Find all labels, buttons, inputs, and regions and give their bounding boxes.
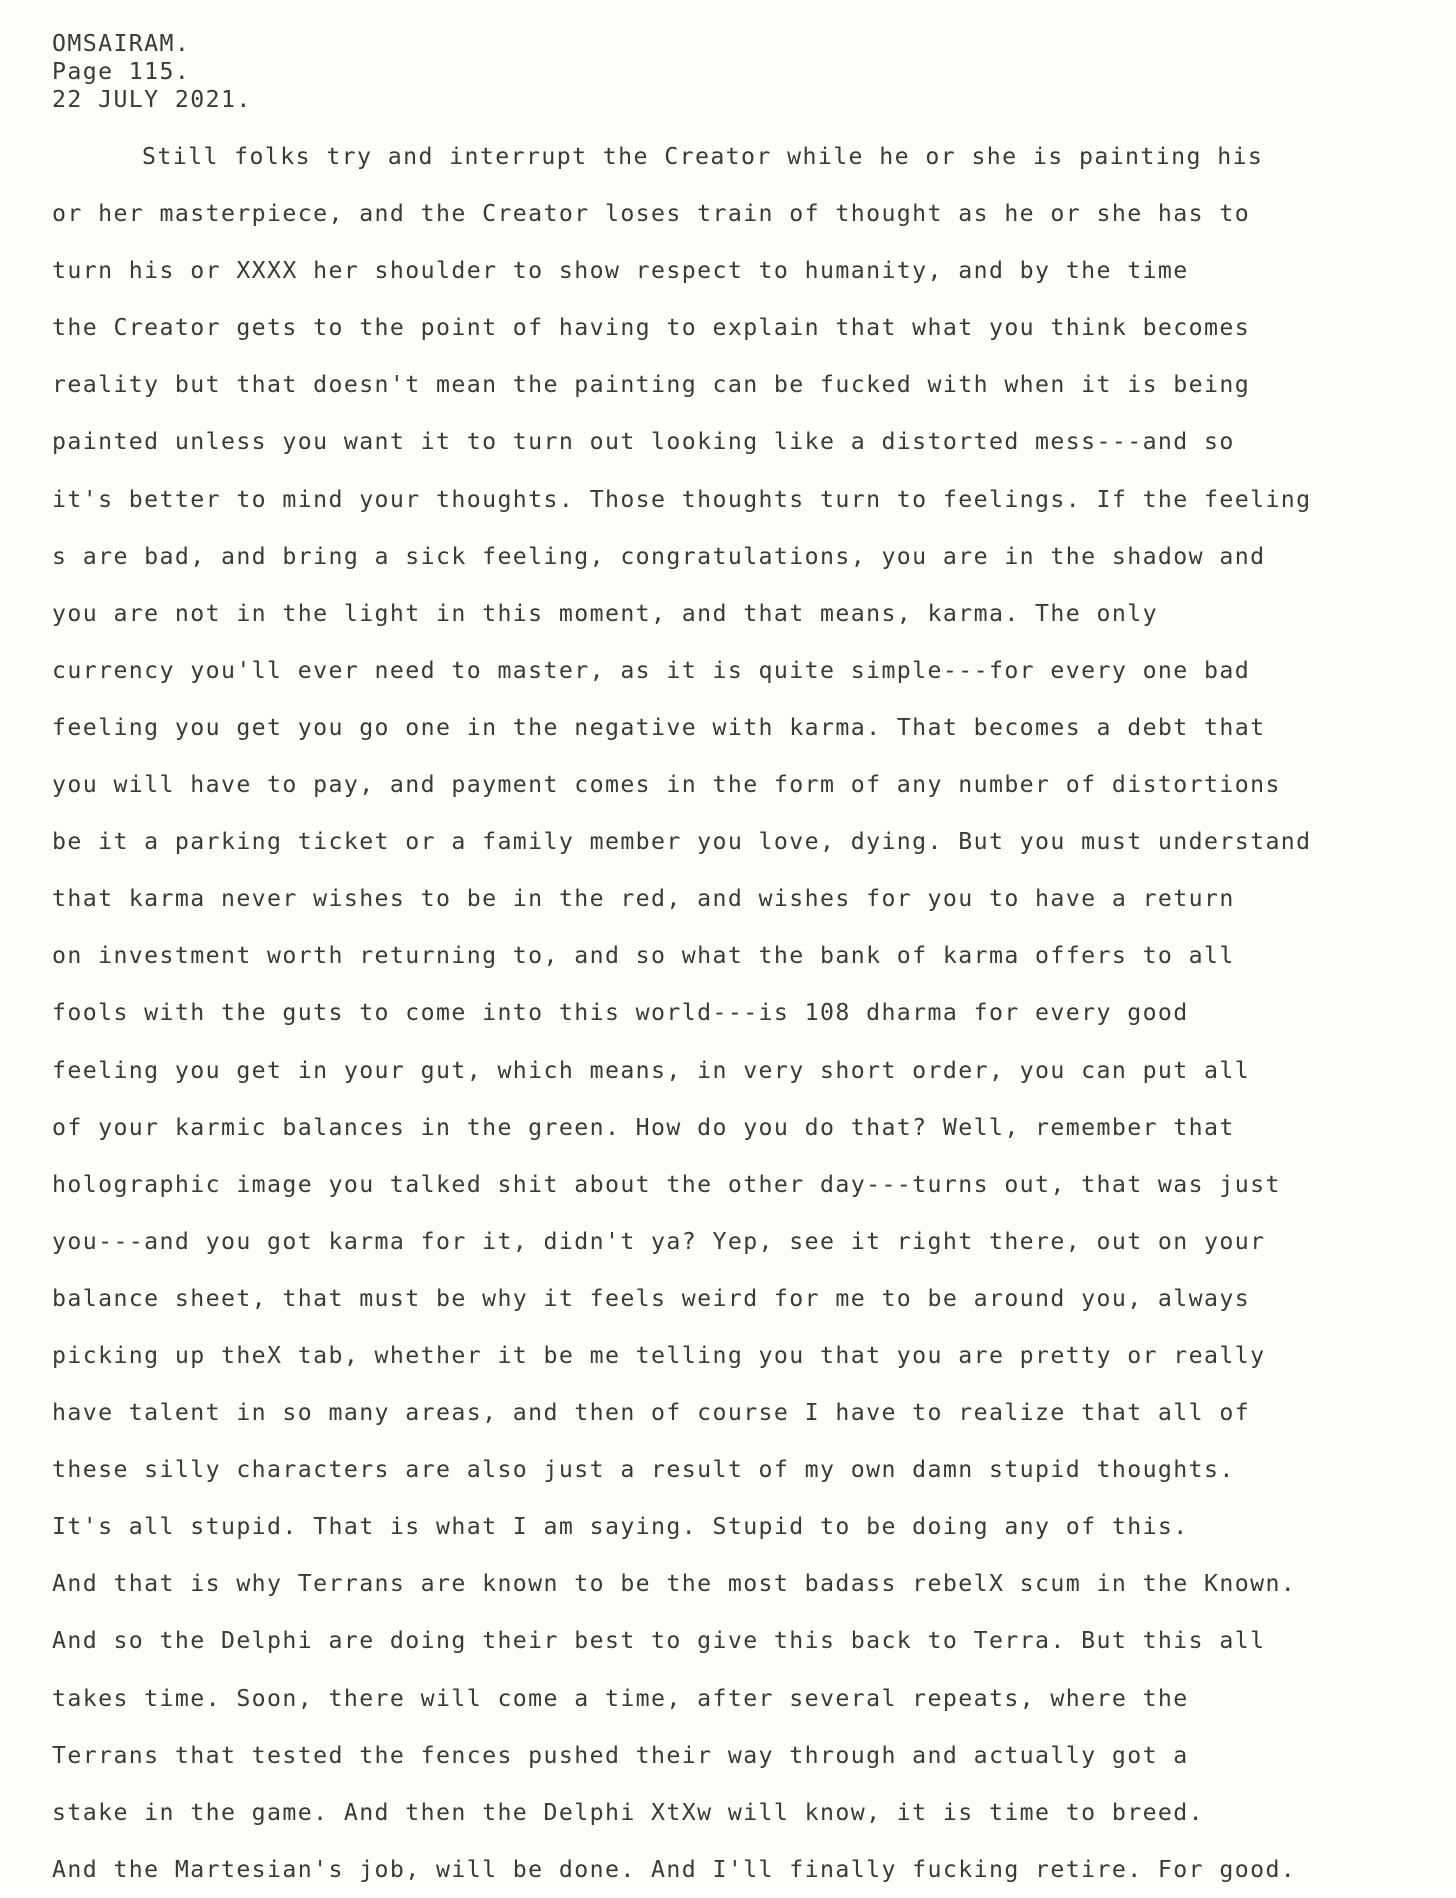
text-line: be it a parking ticket or a family member you love, dying. But you must understand (52, 828, 1312, 856)
text-line: or her masterpiece, and the Creator loses train of thought as he or she has to (52, 200, 1251, 228)
text-line: balance sheet, that must be why it feels weird for me to be around you, always (52, 1284, 1251, 1312)
text-line: And the Martesian's job, will be done. And I'll finally fucking retire. For good. (52, 1855, 1297, 1883)
body-text (52, 128, 1452, 1898)
text-line: the Creator gets to the point of having to explain that what you think becomes (52, 314, 1251, 342)
text-line: currency you'll ever need to master, as it is quite simple---for every one bad (52, 656, 1251, 684)
text-line: you are not in the light in this moment, and that means, karma. The only (52, 599, 1158, 627)
text-line: takes time. Soon, there will come a time, after several repeats, where the (52, 1684, 1189, 1712)
text-line: It's all stupid. That is what I am saying. Stupid to be doing any of this. (52, 1513, 1189, 1541)
header-invocation: OMSAIRAM. (52, 30, 191, 57)
text-line: fools with the guts to come into this world---is 108 dharma for every good (52, 999, 1189, 1027)
text-line: s are bad, and bring a sick feeling, congratulations, you are in the shadow and (52, 542, 1266, 570)
text-line: holographic image you talked shit about the other day---turns out, that was just (52, 1170, 1281, 1198)
text-line: that karma never wishes to be in the red, and wishes for you to have a return (52, 885, 1235, 913)
text-line: And so the Delphi are doing their best to give this back to Terra. But this all (52, 1627, 1266, 1655)
text-line: on investment worth returning to, and so what the bank of karma offers to all (52, 942, 1235, 970)
page-date: 22 JULY 2021. (52, 86, 252, 113)
text-line: picking up theX tab, whether it be me telling you that you are pretty or really (52, 1341, 1266, 1369)
text-line: Terrans that tested the fences pushed their way through and actually got a (52, 1741, 1189, 1769)
page-header (52, 30, 252, 114)
text-line: stake in the game. And then the Delphi XtXw will know, it is time to breed. (52, 1798, 1205, 1826)
text-line: you---and you got karma for it, didn't ya? Yep, see it right there, out on your (52, 1227, 1266, 1255)
text-line: it's better to mind your thoughts. Those thoughts turn to feelings. If the feeling (52, 485, 1312, 513)
text-line: have talent in so many areas, and then of course I have to realize that all of (52, 1399, 1251, 1427)
text-line: you will have to pay, and payment comes in the form of any number of distortions (52, 771, 1281, 799)
text-line: And that is why Terrans are known to be the most badass rebelX scum in the Known. (52, 1570, 1297, 1598)
page-number: Page 115. (52, 58, 191, 85)
text-line: painted unless you want it to turn out looking like a distorted mess---and so (52, 428, 1235, 456)
text-line: reality but that doesn't mean the painting can be fucked with when it is being (52, 371, 1251, 399)
text-line: feeling you get you go one in the negative with karma. That becomes a debt that (52, 713, 1266, 741)
text-line: feeling you get in your gut, which means, in very short order, you can put all (52, 1056, 1251, 1084)
text-line: these silly characters are also just a result of my own damn stupid thoughts. (52, 1456, 1235, 1484)
text-line: Still folks try and interrupt the Creator while he or she is painting his (142, 143, 1264, 170)
text-line: of your karmic balances in the green. How do you do that? Well, remember that (52, 1113, 1235, 1141)
text-line: turn his or XXXX her shoulder to show respect to humanity, and by the time (52, 257, 1189, 285)
